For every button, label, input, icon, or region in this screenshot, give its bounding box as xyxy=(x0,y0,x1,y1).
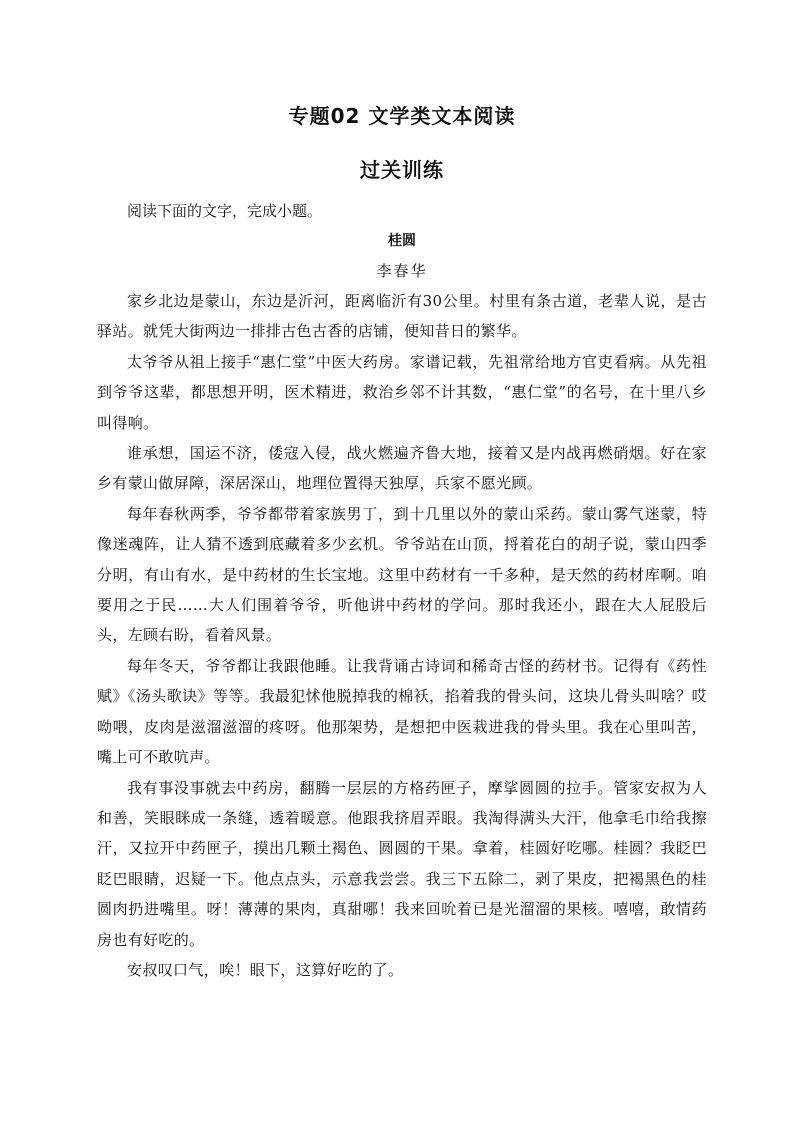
paragraph-4: 每年春秋两季，爷爷都带着家族男丁，到十几里以外的蒙山采药。蒙山雾气迷蒙，特像迷魂阵，让人猜不透到底藏着多少玄机。爷爷站在山顶，捋着花白的胡子说，蒙山四季分明，有山有水，是中药材的生长宝地。这里中药材有一千多种，是天然的药材库啊。咱要用之于民……大人们围着爷爷，听他讲中药材的学问。那时我还小，跟在大人屁股后头，左顾右盼，看着风景。 xyxy=(97,504,707,645)
document-page xyxy=(97,100,707,985)
paragraph-1: 家乡北边是蒙山，东边是沂河，距离临沂有30公里。村里有条古道，老辈人说，是古驿站。就凭大街两边一排排古色古香的店铺，便知昔日的繁华。 xyxy=(97,292,707,341)
paragraph-5: 每年冬天，爷爷都让我跟他睡。让我背诵古诗词和稀奇古怪的药材书。记得有《药性赋》《汤头歌诀》等等。我最犯怵他脱掉我的棉袄，掐着我的骨头问，这块儿骨头叫啥？哎呦喂，皮肉是滋溜滋溜的疼呀。他那架势，是想把中医栽进我的骨头里。我在心里叫苦，嘴上可不敢吭声。 xyxy=(97,656,707,767)
document-title: 专题02 文学类文本阅读 xyxy=(288,104,516,128)
paragraph-7: 安叔叹口气，唉！眼下，这算好吃的了。 xyxy=(127,960,404,979)
essay-title: 桂圆 xyxy=(388,233,416,249)
essay-author: 李春华 xyxy=(376,262,428,280)
paragraph-3: 谁承想，国运不济，倭寇入侵，战火燃遍齐鲁大地，接着又是内战再燃硝烟。好在家乡有蒙山做屏障，深居深山，地理位置得天独厚，兵家不愿光顾。 xyxy=(97,444,707,493)
paragraph-6: 我有事没事就去中药房，翻腾一层层的方格药匣子，摩挲圆圆的拉手。管家安叔为人和善，笑眼眯成一条缝，透着暖意。他跟我挤眉弄眼。我淘得满头大汗，他拿毛巾给我擦汗，又拉开中药匣子，摸出几颗土褐色、圆圆的干果。拿着，桂圆好吃哪。桂圆？我眨巴眨巴眼睛，迟疑一下。他点点头，示意我尝尝。我三下五除二，剥了果皮，把褐黑色的桂圆肉扔进嘴里。呀！薄薄的果肉，真甜哪！我来回吮着已是光溜溜的果核。嘻嘻，敢情药房也有好吃的。 xyxy=(97,778,707,949)
reading-instruction: 阅读下面的文字，完成小题。 xyxy=(127,202,323,220)
paragraph-2: 太爷爷从祖上接手“惠仁堂”中医大药房。家谱记载，先祖常给地方官吏看病。从先祖到爷爷这辈，都思想开明，医术精进，救治乡邻不计其数，“惠仁堂”的名号，在十里八乡叫得响。 xyxy=(97,352,707,432)
document-subtitle: 过关训练 xyxy=(360,158,444,182)
